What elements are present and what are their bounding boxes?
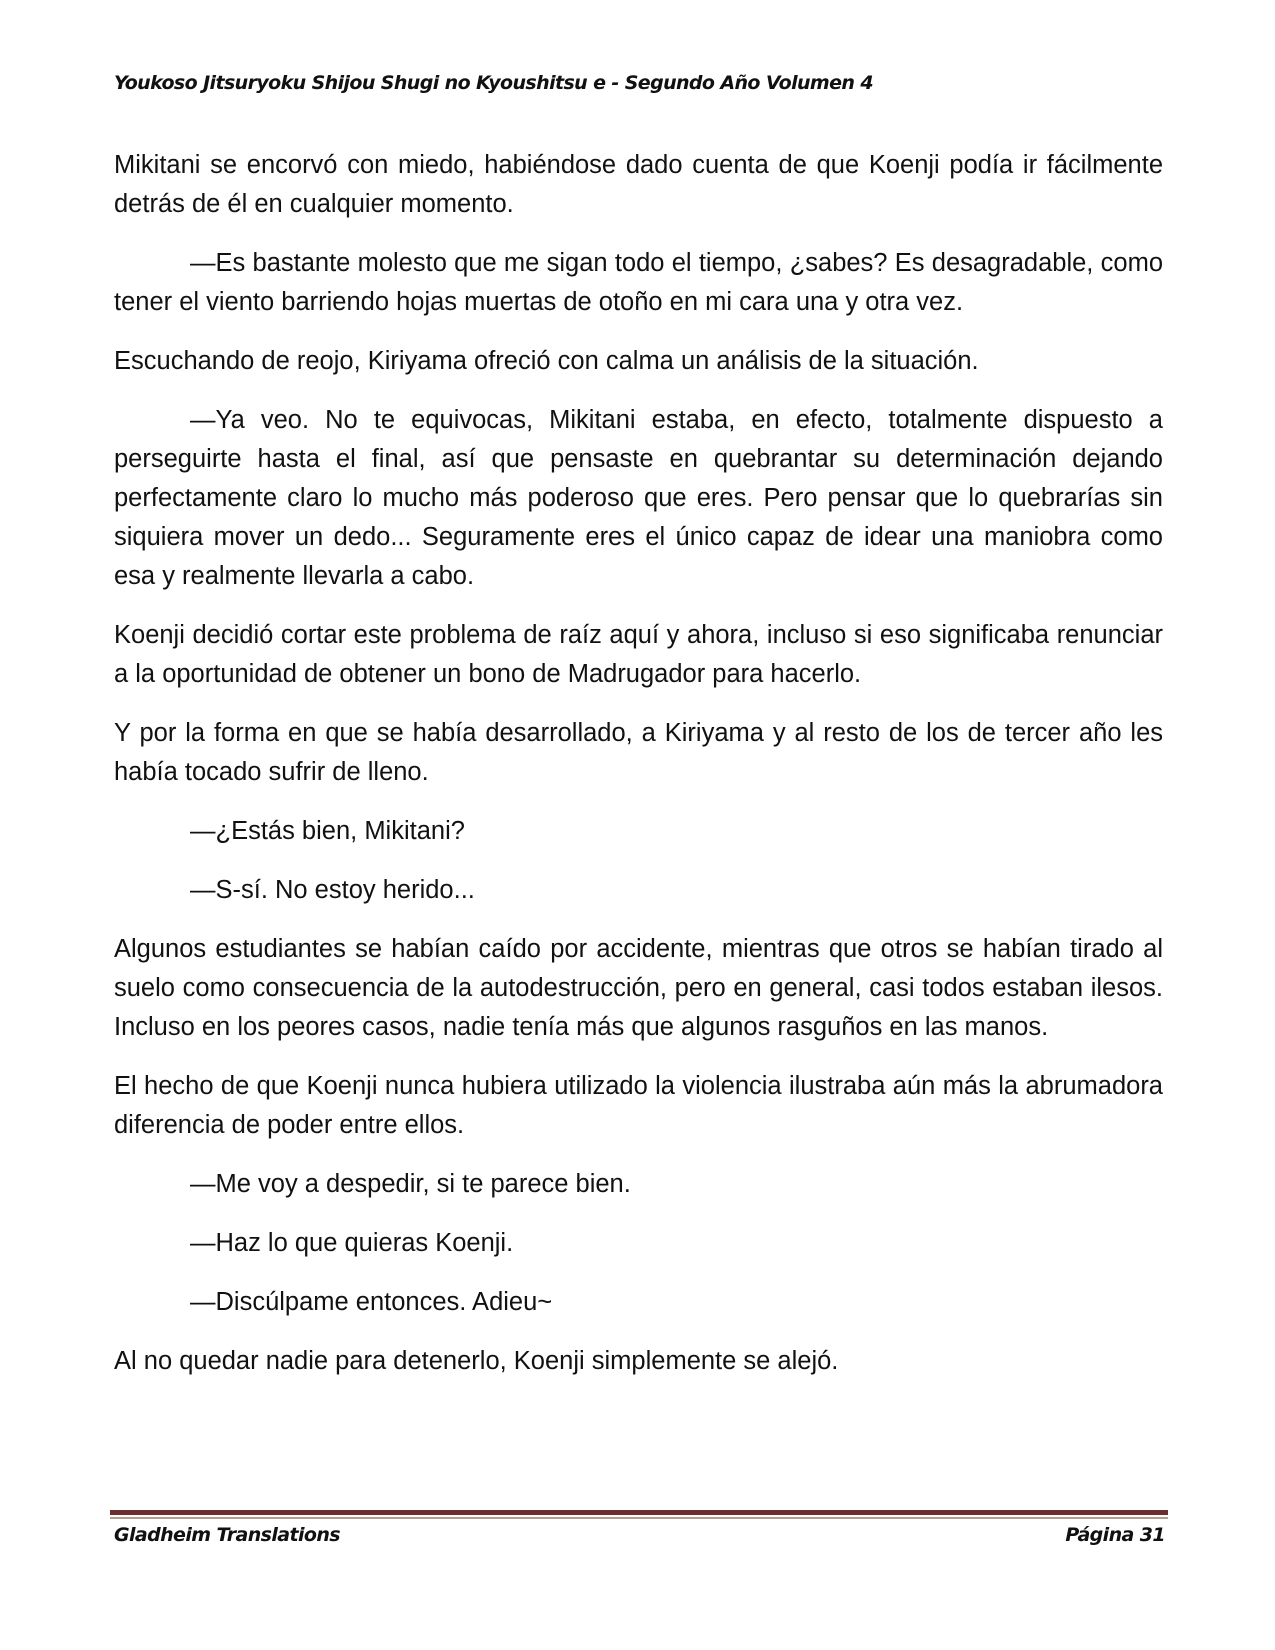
dialogue-paragraph: —Me voy a despedir, si te parece bien. xyxy=(190,1170,631,1198)
footer-rule-thick xyxy=(110,1510,1168,1515)
footer-translator: Gladheim Translations xyxy=(114,1524,340,1546)
dialogue-paragraph: —Discúlpame entonces. Adieu~ xyxy=(190,1288,553,1316)
paragraph: Mikitani se encorvó con miedo, habiéndose dado cuenta de que Koenji podía ir fácilmente detrás de él en cualquier momento. xyxy=(114,151,1163,218)
dialogue-paragraph: —S-sí. No estoy herido... xyxy=(190,876,475,904)
paragraph: Algunos estudiantes se habían caído por accidente, mientras que otros se habían tirado al suelo como consecuencia de la autodestrucción, pero en general, casi todos estaban ilesos. Incluso en los peores casos, nadie tenía más que algunos rasguños en las manos. xyxy=(114,935,1163,1041)
footer-rule-thin xyxy=(110,1517,1168,1519)
dialogue-paragraph: —Ya veo. No te equivocas, Mikitani estaba, en efecto, totalmente dispuesto a perseguirte hasta el final, así que pensaste en quebrantar su determinación dejando perfectamente claro lo mucho más poderoso que eres. Pero pensar que lo quebrarías sin siquiera mover un dedo... Seguramente eres el único capaz de idear una maniobra como esa y realmente llevarla a cabo. xyxy=(114,406,1163,590)
running-header: Youkoso Jitsuryoku Shijou Shugi no Kyoushitsu e - Segundo Año Volumen 4 xyxy=(114,72,873,94)
page-body xyxy=(114,146,1163,1401)
dialogue-paragraph: —¿Estás bien, Mikitani? xyxy=(190,817,465,845)
footer-page-number: Página 31 xyxy=(1065,1524,1165,1546)
paragraph: Koenji decidió cortar este problema de raíz aquí y ahora, incluso si eso significaba renunciar a la oportunidad de obtener un bono de Madrugador para hacerlo. xyxy=(114,621,1163,688)
paragraph: El hecho de que Koenji nunca hubiera utilizado la violencia ilustraba aún más la abrumadora diferencia de poder entre ellos. xyxy=(114,1072,1163,1139)
paragraph: Y por la forma en que se había desarrollado, a Kiriyama y al resto de los de tercer año les había tocado sufrir de lleno. xyxy=(114,719,1163,786)
paragraph: Escuchando de reojo, Kiriyama ofreció con calma un análisis de la situación. xyxy=(114,347,979,375)
dialogue-paragraph: —Es bastante molesto que me sigan todo el tiempo, ¿sabes? Es desagradable, como tener el viento barriendo hojas muertas de otoño en mi cara una y otra vez. xyxy=(114,249,1163,316)
paragraph: Al no quedar nadie para detenerlo, Koenji simplemente se alejó. xyxy=(114,1347,839,1375)
dialogue-paragraph: —Haz lo que quieras Koenji. xyxy=(190,1229,514,1257)
